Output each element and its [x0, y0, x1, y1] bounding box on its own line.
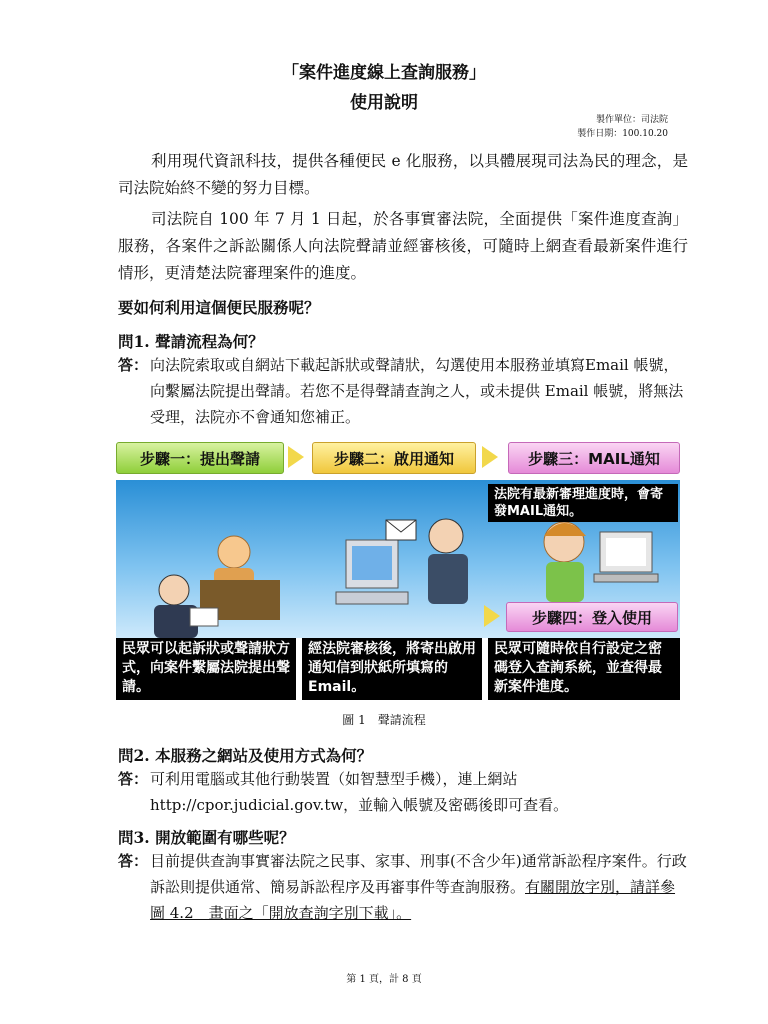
- answer-2: [118, 766, 688, 818]
- made-by: 製作單位：司法院: [595, 115, 668, 125]
- document-subtitle: 使用說明: [350, 93, 418, 113]
- question-3: 問3. 開放範圍有哪些呢？: [118, 828, 295, 847]
- answer-label: 答：: [118, 852, 149, 870]
- arrow-right-icon: [484, 605, 500, 627]
- flow-illustration-panel: [116, 480, 680, 638]
- section-heading: 要如何利用這個便民服務呢？: [118, 298, 320, 317]
- envelope-icon: [386, 520, 416, 540]
- figure-caption: 圖 1 聲請流程: [342, 713, 426, 727]
- document-title: 「案件進度線上查詢服務」: [282, 63, 486, 83]
- caption-step-2: 經法院審核後，將寄出啟用通知信到狀紙所填寫的Email。: [302, 638, 482, 700]
- arrow-right-icon: [482, 446, 498, 468]
- step-3-label: 步驟三：MAIL通知: [508, 442, 680, 474]
- notice-box: 法院有最新審理進度時，會寄發MAIL通知。: [488, 484, 678, 522]
- step-1-label: 步驟一：提出聲請: [116, 442, 284, 474]
- clerk-icon: [200, 536, 280, 620]
- computer-icon: [336, 540, 408, 604]
- caption-step-4: 民眾可隨時依自行設定之密碼登入查詢系統，並查得最新案件進度。: [488, 638, 680, 700]
- officer-icon: [428, 519, 468, 604]
- answer-3: [118, 848, 688, 926]
- answer-label: 答：: [118, 356, 149, 374]
- flow-figure: [116, 438, 680, 700]
- answer-2-text: 可利用電腦或其他行動裝置（如智慧型手機），連上網站http://cpor.judicial.gov.tw，並輸入帳號及密碼後即可查看。: [150, 770, 569, 814]
- arrow-right-icon: [288, 446, 304, 468]
- step-2-label: 步驟二：啟用通知: [312, 442, 476, 474]
- answer-3-note: 有關開放字別，請詳參圖 4.2 畫面之「開放查詢字別下載」。: [150, 878, 676, 922]
- service-paragraph: 司法院自 100 年 7 月 1 日起，於各事實審法院，全面提供「案件進度查詢」服務，各案件之訴訟關係人向法院聲請並經審核後，可隨時上網查看最新案件進行情形，更清楚法院審理案件的進度。: [118, 210, 688, 282]
- answer-label: 答：: [118, 770, 149, 788]
- answer-1: [118, 352, 688, 430]
- answer-3-body: 目前提供查詢事實審法院之民事、家事、刑事(不含少年)通常訴訟程序案件。行政訴訟則提供通常、簡易訴訟程序及再審事件等查詢服務。: [150, 852, 687, 896]
- intro-paragraph: 利用現代資訊科技，提供各種便民 e 化服務，以具體展現司法為民的理念，是司法院始終不變的努力目標。: [118, 152, 688, 197]
- laptop-icon: [594, 532, 658, 582]
- question-2: 問2. 本服務之網站及使用方式為何？: [118, 746, 373, 765]
- page-footer: 第 1 頁，計 8 頁: [346, 974, 422, 985]
- step-4-label: 步驟四：登入使用: [506, 602, 678, 632]
- answer-1-text: 向法院索取或自網站下載起訴狀或聲請狀，勾選使用本服務並填寫Email 帳號，向繫屬法院提出聲請。若您不是得聲請查詢之人，或未提供 Email 帳號，將無法受理，法院亦不會通知您補正。: [150, 356, 684, 426]
- answer-3-text: [150, 848, 688, 926]
- woman-icon: [544, 522, 586, 602]
- caption-step-1: 民眾可以起訴狀或聲請狀方式，向案件繫屬法院提出聲請。: [116, 638, 296, 700]
- question-1: 問1. 聲請流程為何？: [118, 332, 264, 351]
- made-date: 製作日期：100.10.20: [577, 129, 668, 139]
